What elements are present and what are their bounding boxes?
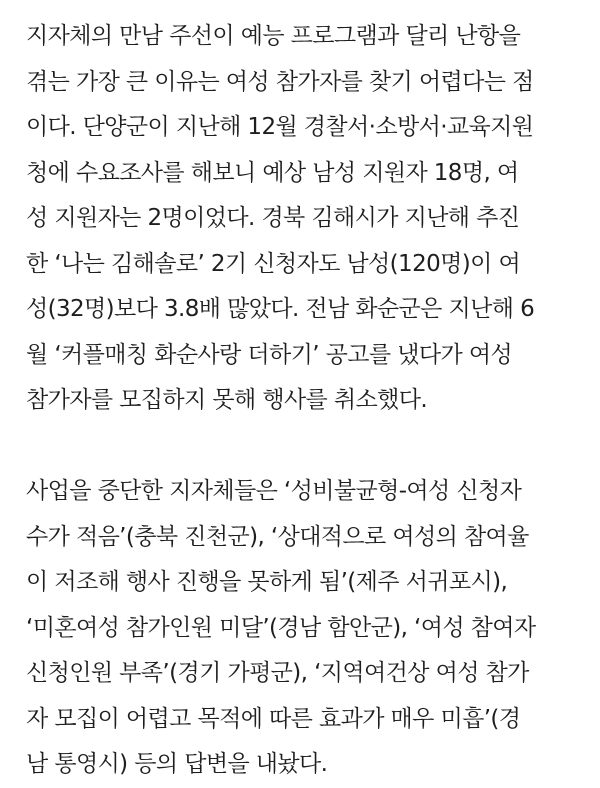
text-line: 청에 수요조사를 해보니 예상 남성 지원자 18명, 여: [26, 159, 519, 186]
paragraph-spacer: [26, 424, 582, 470]
text-line: 남 통영시) 등의 답변을 내놨다.: [26, 751, 328, 777]
text-line: 이다. 단양군이 지난해 12월 경찰서·소방서·교육지원: [26, 114, 534, 140]
text-line: 수가 적음’(충북 진천군), ‘상대적으로 여성의 참여율: [26, 523, 529, 550]
text-line: 참가자를 모집하지 못해 행사를 취소했다.: [26, 387, 428, 413]
text-line: 자 모집이 어렵고 목적에 따른 효과가 매우 미흡’(경: [26, 705, 521, 732]
text-line: 겪는 가장 큰 이유는 여성 참가자를 찾기 어렵다는 점: [26, 68, 534, 95]
text-line: 지자체의 만남 주선이 예능 프로그램과 달리 난항을: [26, 23, 521, 49]
text-line: 신청인원 부족’(경기 가평군), ‘지역여건상 여성 참가: [26, 660, 529, 686]
text-line: 사업을 중단한 지자체들은 ‘성비불균형-여성 신청자: [26, 478, 522, 504]
text-line: 한 ‘나는 김해솔로’ 2기 신청자도 남성(120명)이 여: [26, 250, 521, 277]
text-line: 성 지원자는 2명이었다. 경북 김해시가 지난해 추진: [26, 205, 520, 231]
paragraph-2: [26, 469, 582, 788]
text-line: 성(32명)보다 3.8배 많았다. 전남 화순군은 지난해 6: [26, 296, 535, 322]
text-line: 이 저조해 행사 진행을 못하게 됨’(제주 서귀포시),: [26, 569, 508, 595]
paragraph-1: [26, 14, 582, 424]
text-line: 월 ‘커플매칭 화순사랑 더하기’ 공고를 냈다가 여성: [26, 341, 513, 368]
text-line: ‘미혼여성 참가인원 미달’(경남 함안군), ‘여성 참여자: [26, 614, 536, 641]
